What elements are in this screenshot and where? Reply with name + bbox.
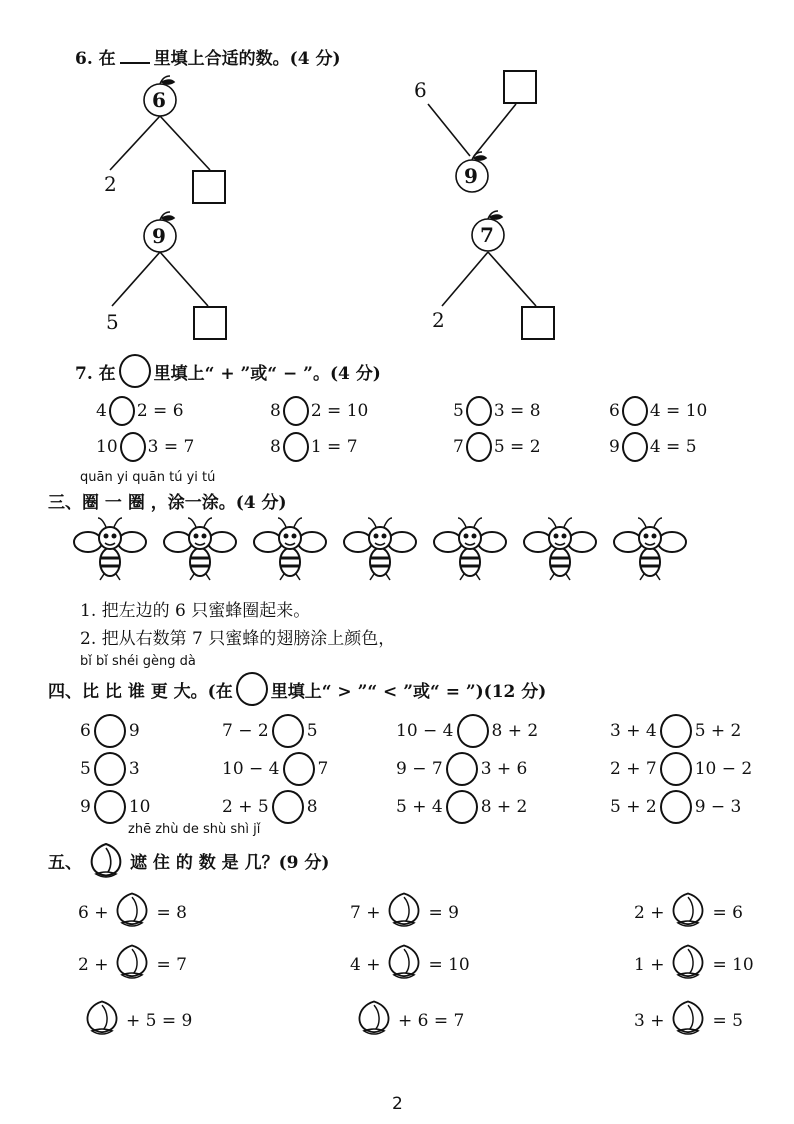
number-trees: [0, 0, 794, 360]
peach-icon[interactable]: [80, 996, 124, 1045]
peach-problem: 4 + = 10: [350, 940, 470, 989]
q7-problem: 4 2 = 6: [96, 396, 184, 426]
compare-problem: 2 + 7 10 − 2: [610, 752, 752, 786]
answer-box[interactable]: [521, 306, 555, 340]
peach-icon[interactable]: [666, 940, 710, 989]
compare-problem: 9 10: [80, 790, 150, 824]
s3-title: 三、圈 一 圈 ，涂一涂。(4 分): [48, 493, 287, 513]
q7-problem: 8 1 = 7: [270, 432, 358, 462]
s5-pinyin: zhē zhù de shù shì jǐ: [128, 822, 261, 837]
peach-icon: [82, 840, 130, 880]
answer-circle[interactable]: [446, 790, 478, 824]
tree-number: 6: [152, 88, 166, 112]
peach-problem: 6 + = 8: [78, 888, 187, 937]
tree-number: 7: [480, 223, 494, 247]
bee-icon[interactable]: [430, 514, 510, 586]
peach-icon[interactable]: [110, 940, 154, 989]
tree-number: 9: [152, 224, 166, 248]
bee-icon[interactable]: [340, 514, 420, 586]
q6-title: 6. 在 里填上合适的数。(4 分): [75, 49, 341, 69]
peach-problem: + 6 = 7: [350, 996, 464, 1045]
answer-circle[interactable]: [272, 714, 304, 748]
tree-number: 2: [432, 308, 445, 332]
tree-number: 6: [414, 78, 427, 102]
s3-pinyin: quān yi quān tú yi tú: [80, 470, 216, 485]
peach-problem: 7 + = 9: [350, 888, 459, 937]
answer-box[interactable]: [503, 70, 537, 104]
answer-circle[interactable]: [660, 752, 692, 786]
answer-circle[interactable]: [660, 790, 692, 824]
q7-problem: 6 4 = 10: [609, 396, 707, 426]
peach-problem: 3 + = 5: [634, 996, 743, 1045]
answer-box[interactable]: [193, 306, 227, 340]
answer-circle[interactable]: [272, 790, 304, 824]
bee-icon[interactable]: [520, 514, 600, 586]
answer-circle[interactable]: [283, 432, 309, 462]
answer-circle[interactable]: [660, 714, 692, 748]
compare-problem: 3 + 4 5 + 2: [610, 714, 741, 748]
answer-circle[interactable]: [94, 752, 126, 786]
tree-number: 9: [464, 164, 478, 188]
answer-circle[interactable]: [94, 714, 126, 748]
compare-problem: 6 9: [80, 714, 140, 748]
bee-row: [70, 514, 710, 586]
peach-icon[interactable]: [352, 996, 396, 1045]
answer-circle[interactable]: [466, 432, 492, 462]
peach-icon[interactable]: [666, 996, 710, 1045]
answer-circle[interactable]: [109, 396, 135, 426]
tree-number: 2: [104, 172, 117, 196]
compare-problem: 5 + 4 8 + 2: [396, 790, 527, 824]
peach-icon[interactable]: [666, 888, 710, 937]
q7-problem: 10 3 = 7: [96, 432, 194, 462]
q7-problem: 5 3 = 8: [453, 396, 541, 426]
peach-icon[interactable]: [382, 888, 426, 937]
answer-circle[interactable]: [283, 396, 309, 426]
bee-icon[interactable]: [70, 514, 150, 586]
bee-icon[interactable]: [610, 514, 690, 586]
s3-item-2: 2. 把从右数第 7 只蜜蜂的翅膀涂上颜色，: [80, 629, 396, 649]
q7-problem: 9 4 = 5: [609, 432, 697, 462]
s5-title: 五、 遮 住 的 数 是 几？(9 分): [48, 840, 329, 880]
compare-problem: 2 + 5 8: [222, 790, 318, 824]
peach-problem: 2 + = 7: [78, 940, 187, 989]
compare-problem: 5 + 2 9 − 3: [610, 790, 741, 824]
bee-icon[interactable]: [250, 514, 330, 586]
s4-pinyin: bǐ bǐ shéi gèng dà: [80, 654, 196, 669]
q7-problem: 8 2 = 10: [270, 396, 368, 426]
compare-problem: 10 − 4 8 + 2: [396, 714, 538, 748]
answer-circle[interactable]: [466, 396, 492, 426]
peach-icon[interactable]: [382, 940, 426, 989]
answer-circle[interactable]: [94, 790, 126, 824]
q7-problem: 7 5 = 2: [453, 432, 541, 462]
compare-problem: 7 − 2 5: [222, 714, 318, 748]
answer-circle[interactable]: [457, 714, 489, 748]
tree-number: 5: [106, 310, 119, 334]
bee-icon[interactable]: [160, 514, 240, 586]
compare-problem: 9 − 7 3 + 6: [396, 752, 527, 786]
s3-item-1: 1. 把左边的 6 只蜜蜂圈起来。: [80, 601, 311, 621]
peach-icon[interactable]: [110, 888, 154, 937]
peach-problem: + 5 = 9: [78, 996, 192, 1045]
answer-box[interactable]: [192, 170, 226, 204]
compare-problem: 5 3: [80, 752, 140, 786]
compare-problem: 10 − 4 7: [222, 752, 328, 786]
peach-problem: 2 + = 6: [634, 888, 743, 937]
peach-problem: 1 + = 10: [634, 940, 754, 989]
answer-circle[interactable]: [622, 396, 648, 426]
answer-circle[interactable]: [120, 432, 146, 462]
answer-circle[interactable]: [622, 432, 648, 462]
answer-circle[interactable]: [283, 752, 315, 786]
page-number: 2: [392, 1094, 403, 1114]
answer-circle[interactable]: [446, 752, 478, 786]
q7-title: 7. 在 里填上“ + ”或“ − ”。(4 分): [75, 354, 381, 388]
s4-title: 四、比 比 谁 更 大。(在 里填上“ > ”“ < ”或“ = ”)(12 分): [48, 672, 546, 706]
